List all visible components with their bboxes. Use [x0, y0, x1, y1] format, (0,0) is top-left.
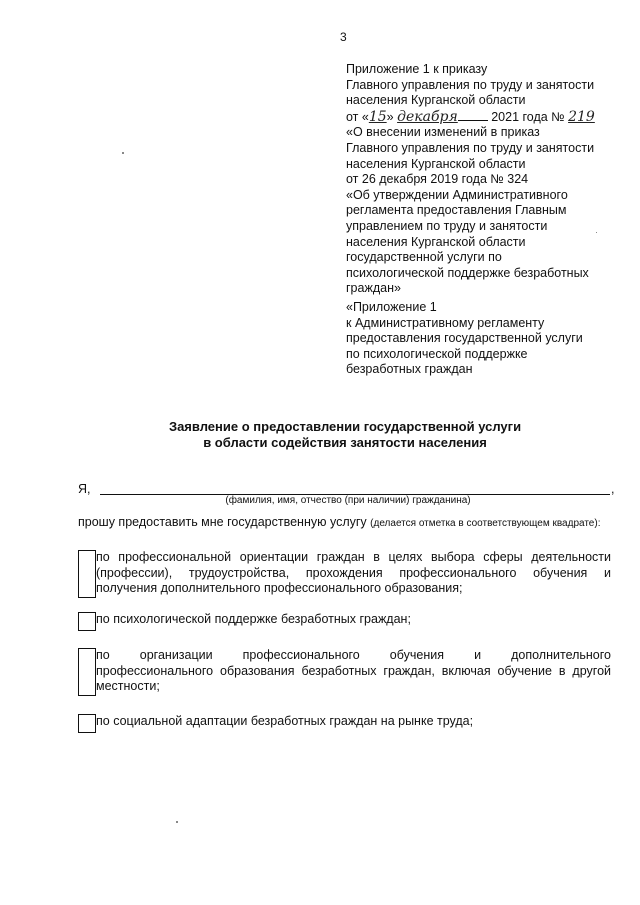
- annex-line: предоставления государственной услуги: [346, 331, 583, 346]
- scan-speck: [122, 152, 124, 154]
- header-line: регламента предоставления Главным: [346, 203, 567, 218]
- service-option-vocational-training: [78, 648, 613, 698]
- request-note: (делается отметка в соответствующем квадрате):: [370, 518, 601, 529]
- header-line: психологической поддержке безработных: [346, 265, 589, 280]
- option-checkbox[interactable]: [78, 648, 96, 696]
- option-label: [96, 648, 611, 695]
- option-line: (профессии), трудоустройства, прохождения профессионального обучения и: [96, 565, 611, 580]
- order-day-handwritten: 15: [368, 108, 387, 125]
- option-checkbox[interactable]: [78, 550, 96, 598]
- option-label: [96, 612, 611, 628]
- option-line: по психологической поддержке безработных граждан;: [96, 612, 411, 626]
- option-checkbox[interactable]: [78, 714, 96, 733]
- annex-line: по психологической поддержке: [346, 346, 528, 361]
- option-line: местности;: [96, 679, 160, 693]
- order-month-underline: [458, 109, 488, 121]
- header-line: населения Курганской области: [346, 234, 526, 249]
- header-line: Приложение 1 к приказу: [346, 62, 488, 76]
- order-header: [346, 62, 626, 297]
- option-line: профессионального образования безработных граждан, включая обучение в другой: [96, 663, 611, 678]
- request-text: [78, 515, 613, 531]
- header-line: «Об утверждении Административного: [346, 187, 568, 202]
- order-month-handwritten: декабря: [397, 108, 458, 125]
- option-label: [96, 550, 611, 597]
- order-date-prefix: от «: [346, 109, 369, 124]
- header-line: населения Курганской области: [346, 93, 526, 108]
- annex-line: «Приложение 1: [346, 300, 437, 314]
- annex-line: к Административному регламенту: [346, 315, 545, 330]
- option-line: получения дополнительного профессионального образования;: [96, 581, 463, 595]
- order-date-line: [346, 109, 626, 126]
- service-option-psychological-support: [78, 612, 613, 632]
- header-line: граждан»: [346, 281, 401, 296]
- service-option-social-adaptation: [78, 714, 613, 734]
- header-line: государственной услуги по: [346, 250, 502, 265]
- option-label: [96, 714, 611, 730]
- order-date-mid: »: [386, 109, 394, 124]
- page-number: 3: [340, 30, 347, 44]
- annex-header: [346, 300, 626, 378]
- header-line: Главного управления по труду и занятости: [346, 140, 595, 155]
- request-main-text: прошу предоставить мне государственную услугу: [78, 515, 371, 529]
- header-line: «О внесении изменений в приказ: [346, 125, 540, 140]
- option-line: по профессиональной ориентации граждан в целях выбора сферы деятельности: [96, 550, 611, 564]
- order-number-handwritten: 219: [568, 108, 595, 125]
- applicant-prefix: Я,: [78, 482, 91, 496]
- applicant-name-caption: (фамилия, имя, отчество (при наличии) гражданина): [225, 495, 471, 506]
- option-checkbox[interactable]: [78, 612, 96, 631]
- header-line: от 26 декабря 2019 года № 324: [346, 172, 529, 187]
- scan-speck: [176, 821, 178, 823]
- title-line: в области содействия занятости населения: [203, 435, 487, 450]
- option-line: по организации профессионального обучения и дополнительного: [96, 648, 611, 662]
- applicant-suffix: ,: [611, 482, 615, 496]
- header-line: управлением по труду и занятости: [346, 218, 548, 233]
- order-year-text: 2021 года №: [491, 109, 565, 124]
- title-line: Заявление о предоставлении государственной услуги: [168, 419, 522, 434]
- service-option-vocational-guidance: [78, 550, 613, 600]
- document-title: [80, 419, 610, 451]
- header-line: населения Курганской области: [346, 156, 526, 171]
- annex-line: безработных граждан: [346, 362, 473, 377]
- header-line: Главного управления по труду и занятости: [346, 77, 595, 92]
- option-line: по социальной адаптации безработных граждан на рынке труда;: [96, 714, 474, 728]
- scan-speck: [596, 232, 597, 233]
